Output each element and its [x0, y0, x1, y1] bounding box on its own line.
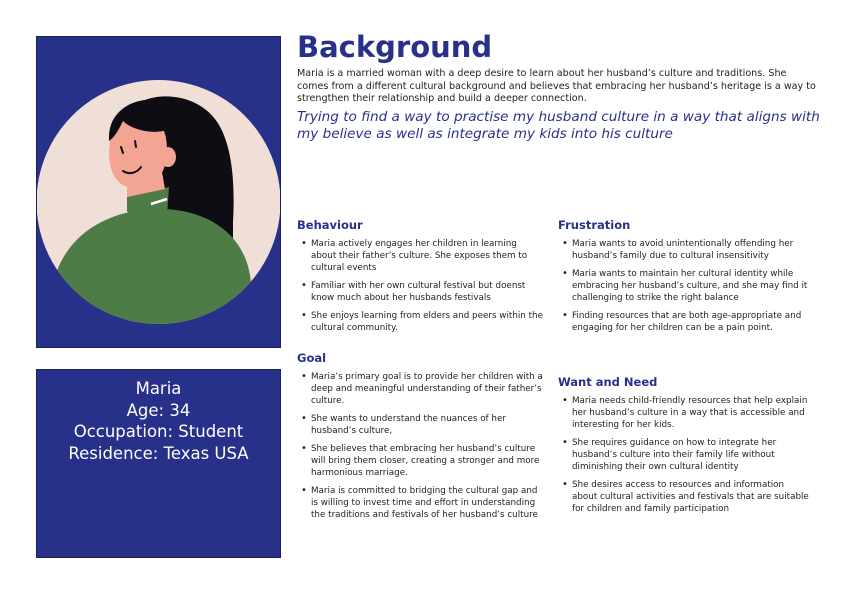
behaviour-heading: Behaviour	[297, 218, 363, 232]
list-item: • Maria’s primary goal is to provide her children with a deep and meaningful understanding of their father’s culture.	[297, 371, 544, 407]
frustration-heading: Frustration	[558, 218, 631, 232]
list-item: • She requires guidance on how to integrate her husband’s culture into their family life without diminishing their own cultural identity	[558, 437, 810, 473]
background-text: Maria is a married woman with a deep desire to learn about her husband’s culture and traditions. She comes from a different cultural background and believes that embracing her husband’s heritage is a way to strengthen their relationship and build a deeper connection.	[297, 68, 816, 104]
ear	[160, 147, 176, 167]
list-item: • Maria wants to maintain her cultural identity while embracing her husband’s culture, and she may find it challenging to strike the right balance	[558, 268, 810, 304]
profile-age: Age: 34	[126, 400, 191, 420]
behaviour-list	[297, 238, 544, 340]
profile-residence: Residence: Texas USA	[68, 444, 249, 464]
profile-occupation: Occupation: Student	[73, 422, 244, 442]
list-item: • She desires access to resources and information about cultural activities and festivals that are suitable for children and family participation	[558, 479, 810, 515]
frustration-list	[558, 238, 810, 340]
list-item: • Maria is committed to bridging the cultural gap and is willing to invest time and effort in understanding the traditions and festivals of her husband’s culture	[297, 485, 544, 521]
list-item: • She wants to understand the nuances of her husband’s culture,	[297, 413, 544, 437]
want-need-list	[558, 395, 810, 521]
profile-info-card	[36, 369, 281, 558]
list-item: • Maria needs child-friendly resources that help explain her husband’s culture in a way that is accessible and interesting for her kids.	[558, 395, 810, 431]
goal-heading: Goal	[297, 351, 327, 365]
list-item: • She believes that embracing her husband’s culture will bring them closer, creating a stronger and more harmonious marriage.	[297, 443, 544, 479]
list-item: • Maria actively engages her children in learning about their father’s culture. She exposes them to cultural events	[297, 238, 544, 274]
background-title: Background	[297, 30, 493, 64]
list-item: • She enjoys learning from elders and peers within the cultural community.	[297, 310, 544, 334]
goal-list	[297, 371, 544, 527]
want-need-heading: Want and Need	[558, 375, 658, 389]
persona-quote: Trying to find a way to practise my husband culture in a way that aligns with my believe as well as integrate my kids into his culture	[297, 109, 820, 142]
list-item: • Maria wants to avoid unintentionally offending her husband’s family due to cultural insensitivity	[558, 238, 810, 262]
profile-name: Maria	[135, 379, 182, 398]
avatar-panel	[36, 36, 281, 348]
eye-right	[135, 141, 136, 147]
list-item: • Familiar with her own cultural festival but doenst know much about her husbands festivals	[297, 280, 544, 304]
list-item: • Finding resources that are both age-appropriate and engaging for her children can be a pain point.	[558, 310, 810, 334]
woman-avatar-icon	[37, 37, 280, 347]
